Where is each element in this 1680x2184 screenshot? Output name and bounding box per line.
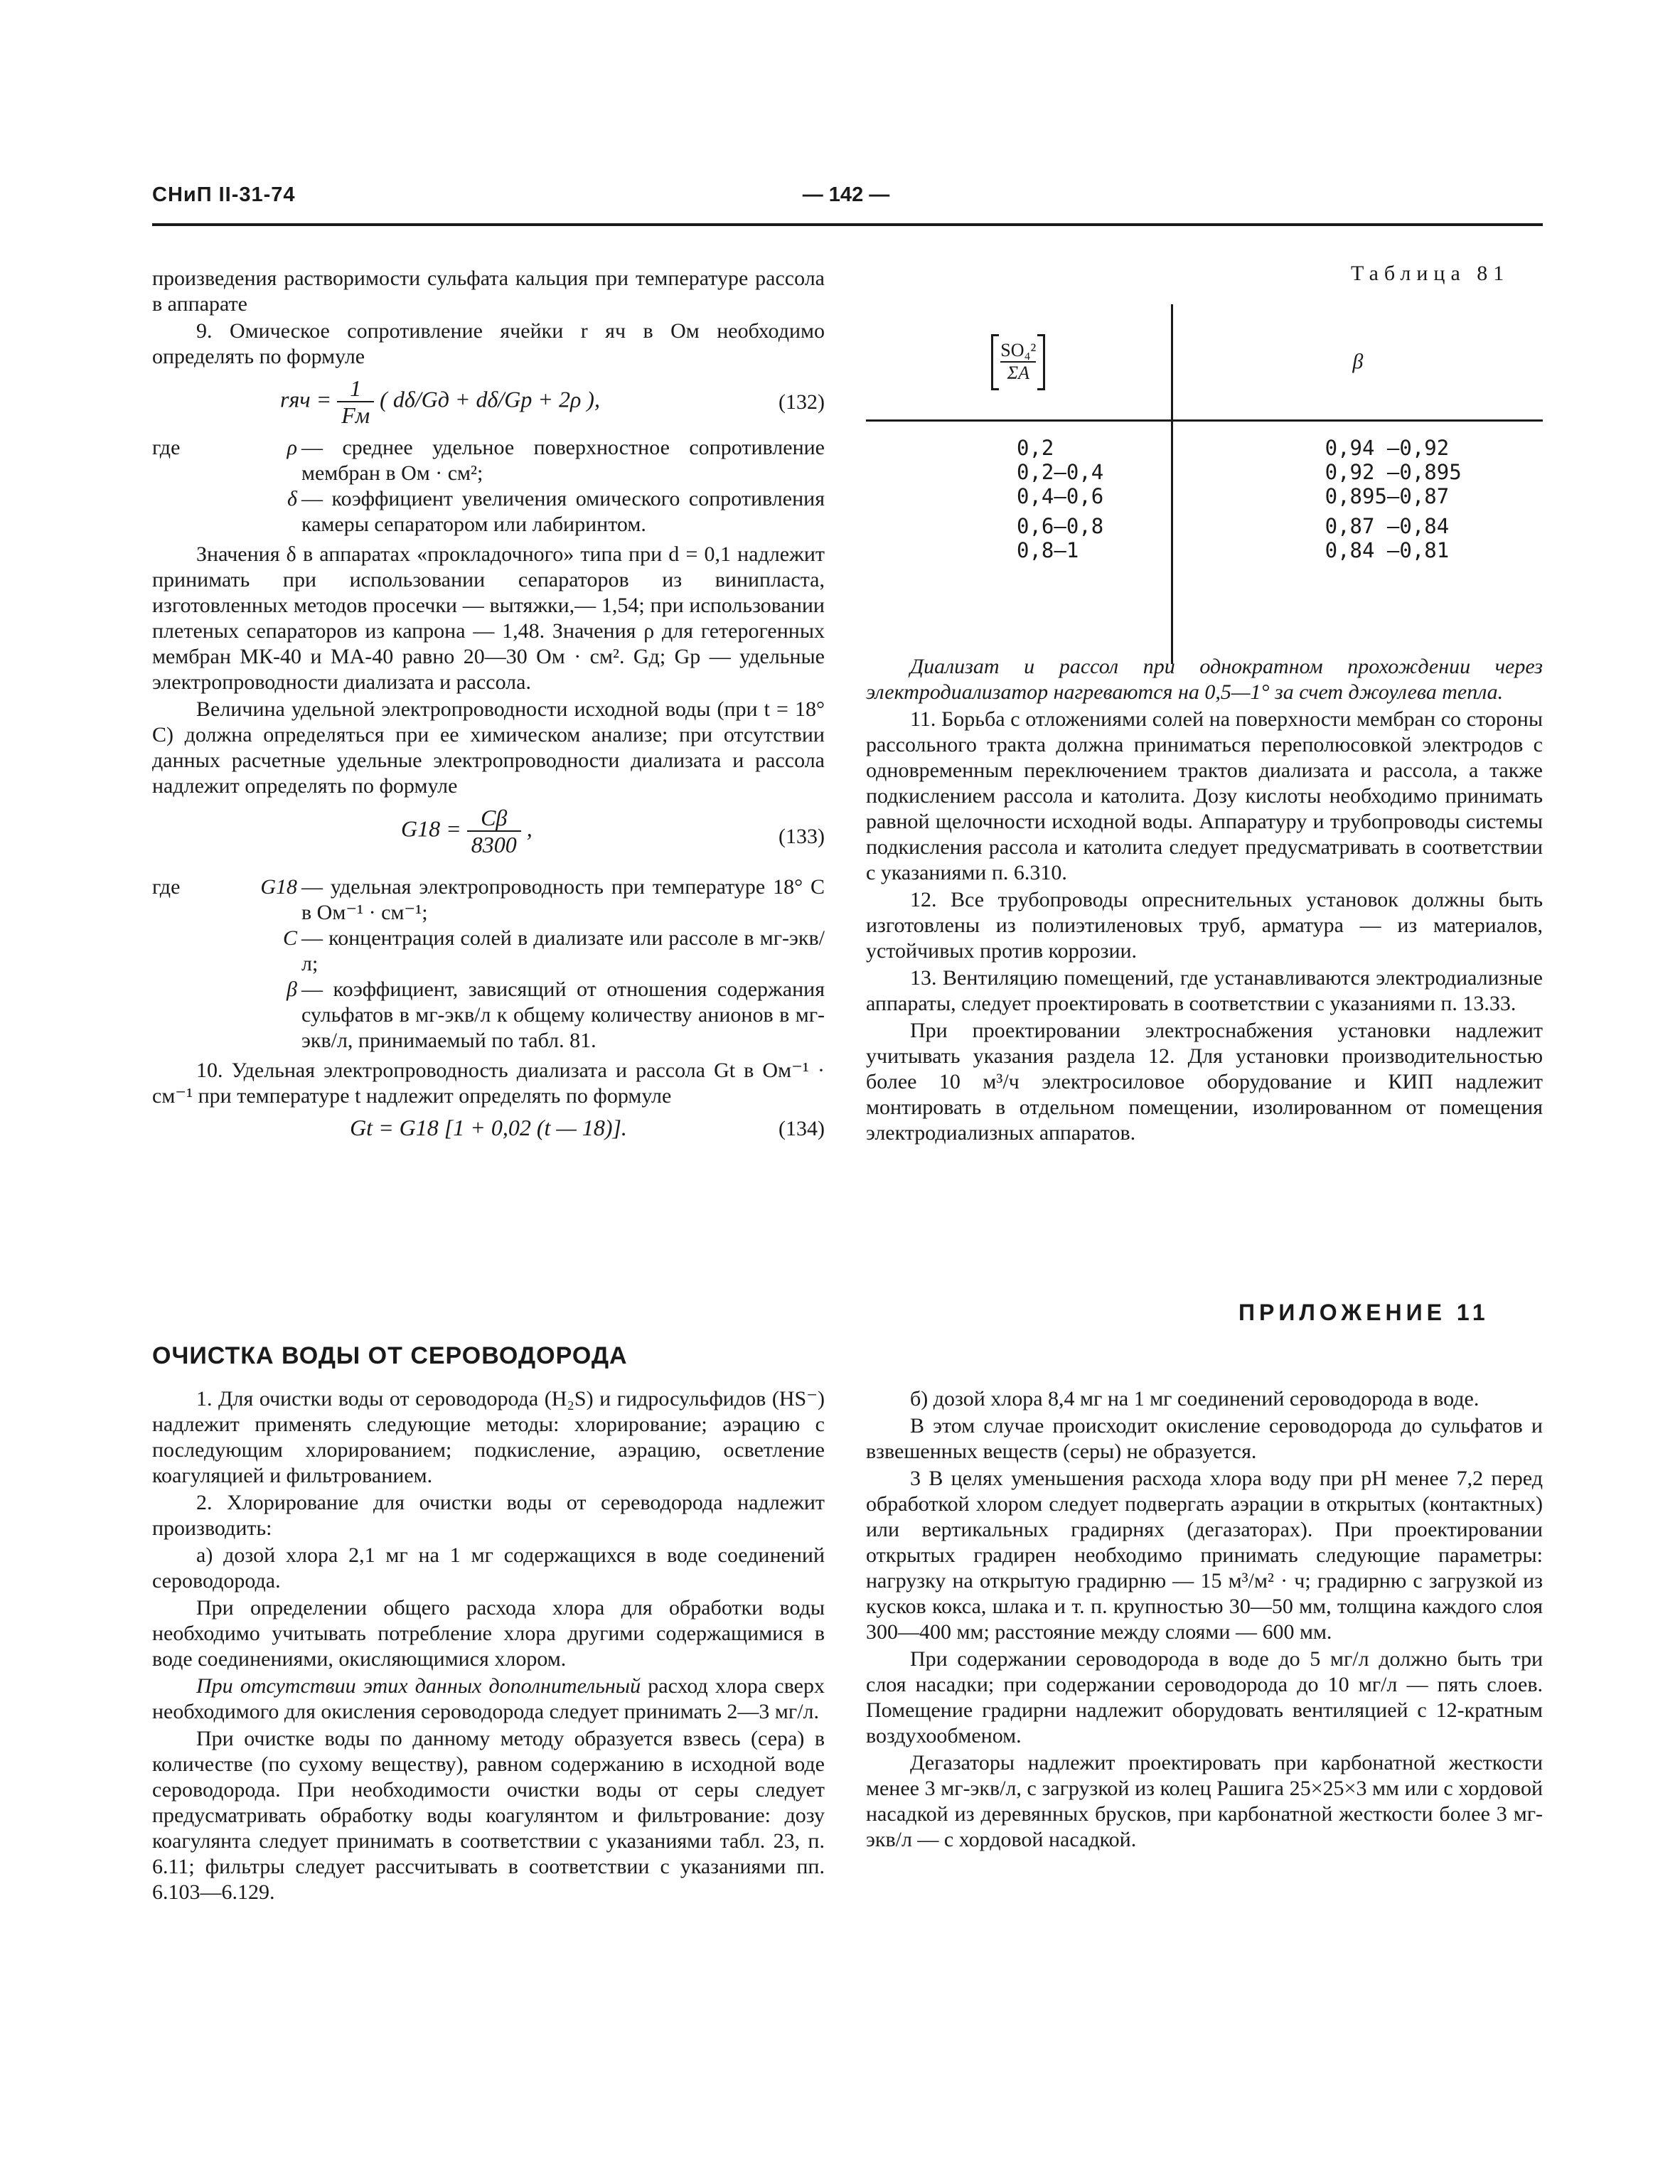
ratio-denominator: ΣA: [1007, 362, 1029, 383]
formula-133-lhs: G18 =: [401, 815, 461, 842]
paragraph-11: 11. Борьба с отложениями солей на поверхности мембран со стороны рассольного тракта должна приниматься переполюсовкой электродов с одновременным переключением трактов диализата и рассола, а также подкислением рассола и католита. Дозу кислоты необходимо принимать равной щелочности исходной воды. Аппаратуру и трубопроводы системы подкисления рассола и католита следует предусматривать в соответствии с указаниями п. 6.310.: [866, 707, 1543, 884]
formula-133-number: (133): [779, 825, 825, 848]
paragraph-values: Значения δ в аппаратах «прокладочного» типа при d = 0,1 надлежит принимать при использовании сепараторов из винипласта, изготовленных методов просечки — вытяжки,— 1,54; при использовании плетеных сепараторов из капрона — 1,48. Значения ρ для гетерогенных мембран МК-40 и МА-40 равно 20—30 Ом · см². Gд; Gр — удельные электропроводности диализата и рассола.: [152, 542, 825, 694]
header-rule: [152, 223, 1543, 226]
paragraph-2b: б) дозой хлора 8,4 мг на 1 мг соединений сероводорода в воде.: [910, 1387, 1480, 1410]
paragraph-13: 13. Вентиляцию помещений, где устанавливаются электродиализные аппараты, следует проектировать в соответствии с указаниями п. 13.33.: [866, 966, 1543, 1015]
paragraph-continuation: произведения растворимости сульфата кальция при температуре рассола в аппарате: [152, 267, 825, 316]
table-header-row: [866, 304, 1543, 421]
paragraph-3: 3 В целях уменьшения расхода хлора воду при pH менее 7,2 перед обработкой хлором следует подвергать аэрации в открытых (контактных) или вертикальных градирнях (дегазаторах). При проектировании открытых градирен необходимо принимать следующие параметры: нагрузку на открытую градирню — 15 м³/м² · ч; градирню с загрузкой из кусков кокса, шлака и т. п. крупностью 30—50 мм, толщина каждого слоя 300—400 мм; расстояние между слоями — 600 мм.: [866, 1467, 1543, 1644]
def-text: — коэффициент увеличения омического сопротивления камеры сепаратором или лабиринтом.: [301, 487, 825, 536]
def-symbol: C: [282, 926, 297, 950]
def-where: [152, 926, 230, 977]
absent-data-italic: При отсутствии этих данных дополнительный: [196, 1674, 641, 1698]
ratio-numerator: SO₄²: [1000, 340, 1036, 363]
paragraph-total-chlorine: При определении общего расхода хлора для обработки воды необходимо учитывать потребление хлора другими содержащимися в воде соединениями, окисляющимися хлором.: [152, 1596, 825, 1671]
formula-133-numerator: Cβ: [467, 805, 521, 832]
ratio-bracket: [991, 334, 1045, 390]
def-text: — концентрация солей в диализате или рассоле в мг-экв/л;: [301, 926, 825, 975]
def-symbol: ρ: [287, 436, 297, 459]
paragraph-dialysate: Диализат и рассол при однократном прохождении через электродиализатор нагреваются на 0,5—1° за счет джоулева тепла.: [866, 655, 1543, 704]
formula-133-tail: ,: [526, 815, 533, 842]
formula-132-lhs: rяч =: [280, 386, 332, 412]
left-column-bottom: [152, 1386, 825, 1907]
right-column-top: [866, 654, 1543, 1147]
paragraph-2: 2. Хлорирование для очистки воды от сереводорода надлежит производить:: [152, 1491, 825, 1540]
table-cell-beta: [1172, 421, 1543, 665]
document-code: СНиП II-31-74: [152, 183, 296, 206]
section-title: ОЧИСТКА ВОДЫ ОТ СЕРОВОДОРОДА: [152, 1342, 628, 1369]
left-column-top: [152, 266, 825, 1149]
appendix-label: ПРИЛОЖЕНИЕ 11: [1238, 1300, 1489, 1325]
table-header-beta: β: [1172, 304, 1543, 421]
formula-134: [152, 1115, 825, 1143]
beta-value: 0,84 —0,81: [1325, 538, 1450, 562]
def-where: где: [152, 875, 181, 899]
paragraph-2a: а) дозой хлора 2,1 мг на 1 мг содержащихся в воде соединений сероводорода.: [152, 1543, 825, 1592]
formula-133-fraction: [467, 805, 521, 857]
ratio-value: 0,4—0,6: [1017, 484, 1104, 508]
ratio-value: 0,6—0,8: [1017, 514, 1104, 538]
page-number: — 142 —: [802, 183, 890, 206]
def-where: где: [152, 436, 181, 459]
def-symbol: β: [287, 978, 297, 1001]
paragraph-9: 9. Омическое сопротивление ячейки r яч в Ом необходимо определять по формуле: [152, 319, 825, 368]
ratio-fraction: [1000, 340, 1036, 384]
definitions-133: [152, 874, 825, 1054]
paragraph-conductivity: Величина удельной электропроводности исходной воды (при t = 18° C) должна определяться при ее химическом анализе; при отсутствии данных расчетные удельные электропроводности диализата и рассола надлежит определять по формуле: [152, 697, 825, 798]
formula-132-body: ( dδ/Gд + dδ/Gр + 2ρ ),: [380, 386, 600, 412]
ratio-value: 0,2: [1017, 436, 1054, 460]
beta-value: 0,895—0,87: [1325, 484, 1450, 508]
formula-132: [152, 375, 825, 429]
right-column-bottom: [866, 1386, 1543, 1854]
def-symbol: δ: [287, 487, 297, 510]
formula-132-numerator: 1: [337, 375, 374, 402]
paragraph-1: 1. Для очистки воды от сероводорода (H₂S) и гидросульфидов (HS⁻) надлежит применять следующие методы: хлорирование; аэрацию с последующим хлорированием; подкисление, аэрацию, осветление коагуляцией и фильтрованием.: [152, 1387, 825, 1487]
beta-value: 0,94 —0,92: [1325, 436, 1450, 460]
table-81-title: Таблица 81: [1351, 262, 1510, 285]
beta-value: 0,92 —0,895: [1325, 460, 1462, 484]
definitions-132: [152, 435, 825, 537]
paragraph-layers: При содержании сероводорода в воде до 5 мг/л должно быть три слоя насадки; при содержании сероводорода до 10 мг/л — пять слоев. Помещение градирни надлежит оборудовать вентиляцией с 12-кратным воздухообменом.: [866, 1647, 1543, 1747]
ratio-value: 0,8—1: [1017, 538, 1079, 562]
table-header-ratio: [866, 304, 1172, 421]
table-row: [866, 421, 1543, 665]
formula-134-number: (134): [779, 1117, 825, 1140]
def-text: — среднее удельное поверхностное сопротивление мембран в Ом · см²;: [301, 436, 825, 485]
paragraph-12: 12. Все трубопроводы опреснительных установок должны быть изготовлены из полиэтиленовых труб, арматура — из материалов, устойчивых против коррозии.: [866, 888, 1543, 963]
def-symbol: G18: [260, 875, 297, 899]
beta-value: 0,87 —0,84: [1325, 514, 1450, 538]
formula-132-number: (132): [779, 390, 825, 414]
formula-133-denominator: 8300: [471, 832, 517, 857]
def-text: — коэффициент, зависящий от отношения содержания сульфатов в мг-экв/л к общему количеству анионов в мг-экв/л, принимаемый по табл. 81.: [301, 978, 825, 1052]
table-cell-ratio: [866, 421, 1172, 665]
formula-133: [152, 805, 825, 869]
paragraph-power: При проектировании электроснабжения установки надлежит учитывать указания раздела 12. Для установки производительностью более 10 м³/ч электросиловое оборудование и КИП надлежит монтировать в отдельном помещении, изолированном от помещения электродиализных аппаратов.: [866, 1019, 1543, 1145]
formula-134-body: Gt = G18 [1 + 0,02 (t — 18)].: [350, 1115, 627, 1140]
paragraph-case: В этом случае происходит окисление сероводорода до сульфатов и взвешенных веществ (серы) не образуется.: [866, 1414, 1543, 1463]
paragraph-10: 10. Удельная электропроводность диализата и рассола Gt в Ом⁻¹ · см⁻¹ при температуре t надлежит определять по формуле: [152, 1059, 825, 1108]
paragraph-sulfur: При очистке воды по данному методу образуется взвесь (сера) в количестве (по сухому веществу), равном содержанию в исходной воде сероводорода. При необходимости очистки воды от серы следует предусматривать обработку воды коагулянтом и фильтрование: дозу коагулянта следует принимать в соответствии с указаниями табл. 23, п. 6.11; фильтры следует рассчитывать в соответствии с указаниями пп. 6.103—6.129.: [152, 1727, 825, 1904]
def-text: — удельная электропроводность при температуре 18° C в Ом⁻¹ · см⁻¹;: [301, 875, 825, 924]
def-where: [152, 977, 230, 1054]
formula-132-denominator: Fм: [341, 402, 370, 428]
def-where: [152, 486, 230, 537]
ratio-value: 0,2—0,4: [1017, 460, 1104, 484]
formula-132-fraction: [337, 375, 374, 428]
table-81: [866, 304, 1543, 664]
paragraph-degasser: Дегазаторы надлежит проектировать при карбонатной жесткости менее 3 мг-экв/л, с загрузкой из колец Рашига 25×25×3 мм или с хордовой насадкой из деревянных брусков, при карбонатной жесткости более 3 мг-экв/л — с хордовой насадкой.: [866, 1751, 1543, 1851]
absent-data-rest: расход хлора сверх необходимого для окисления сероводорода следует принимать 2—3 мг/л.: [152, 1674, 825, 1723]
paragraph-absent-data: [152, 1674, 825, 1725]
